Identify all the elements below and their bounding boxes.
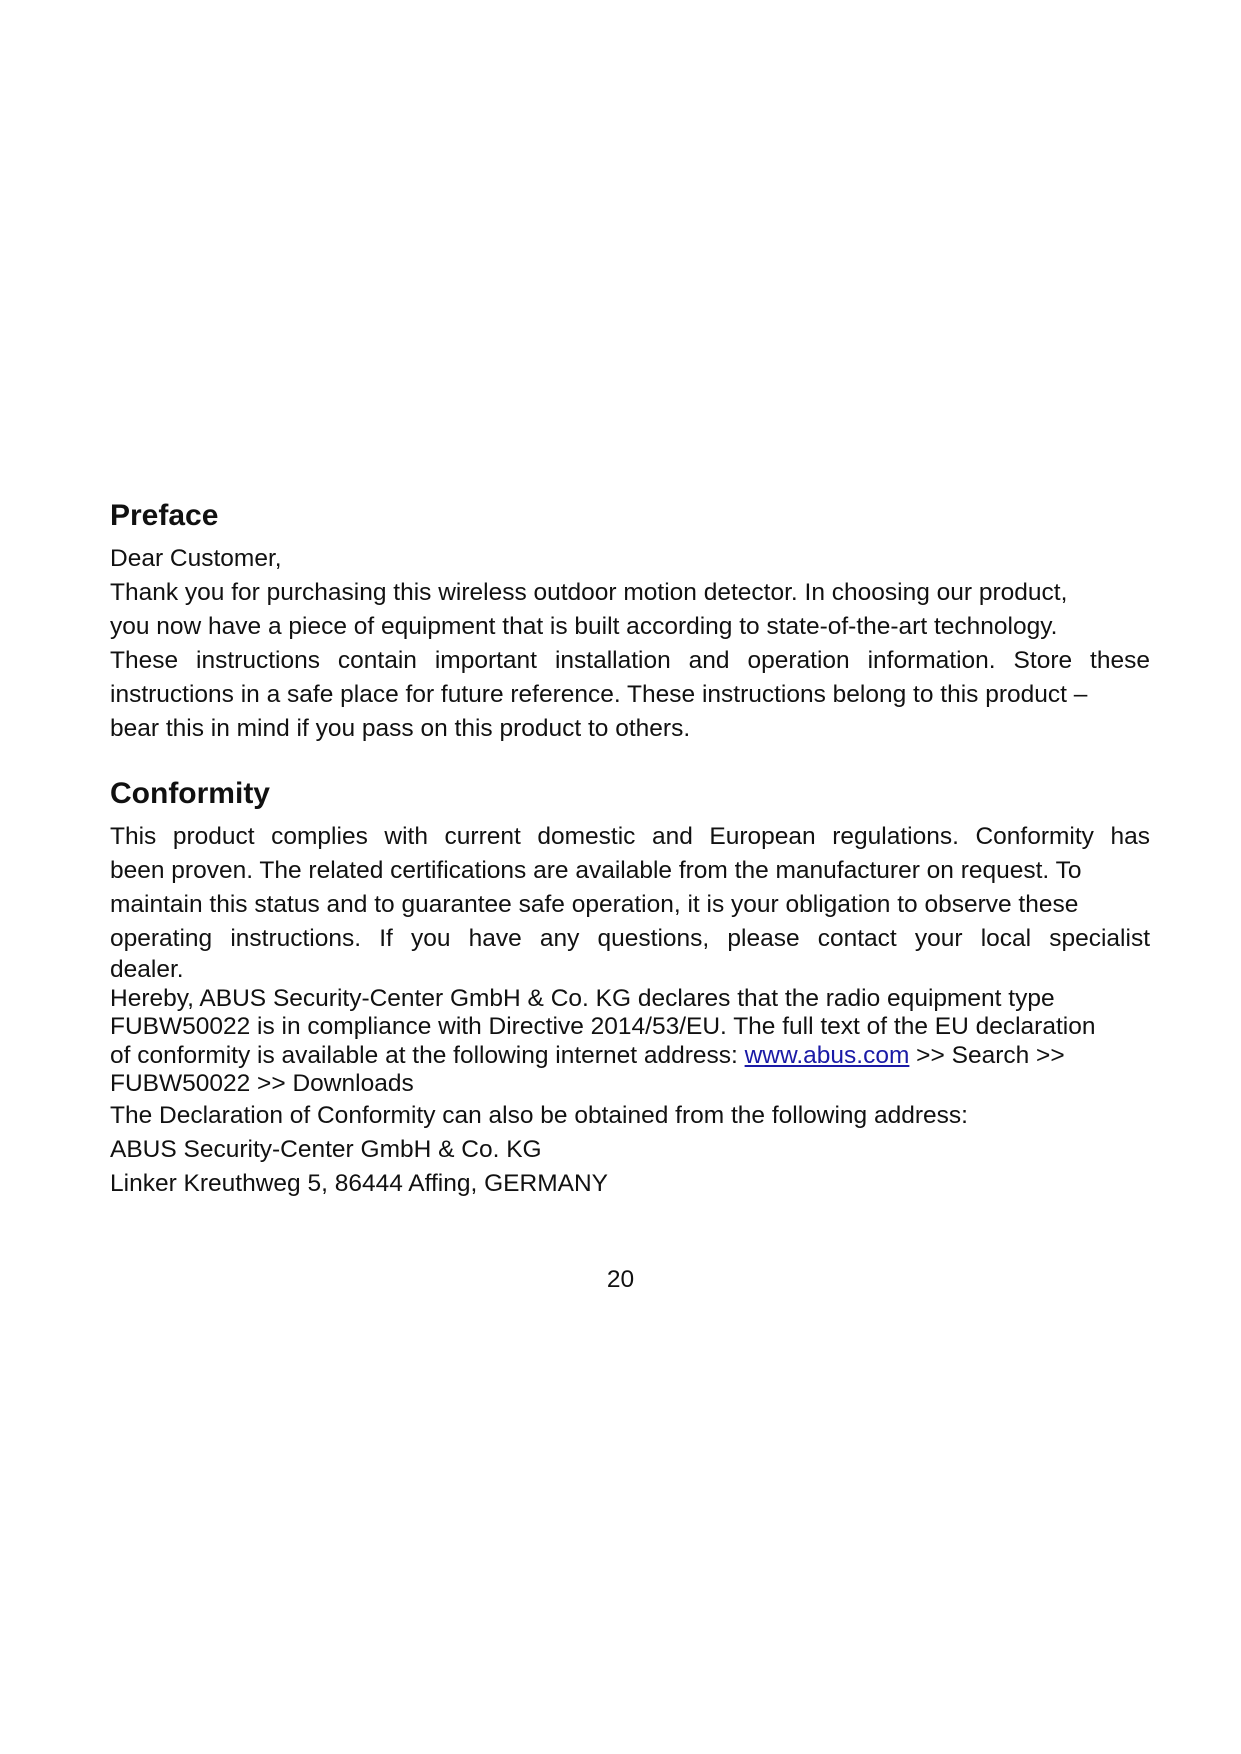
preface-line: you now have a piece of equipment that is built according to state-of-the-art technology. xyxy=(110,613,1058,640)
preface-greeting: Dear Customer, xyxy=(110,545,282,572)
conformity-line: operating instructions. If you have any questions, please contact your local specialist xyxy=(110,925,1150,952)
preface-line: bear this in mind if you pass on this product to others. xyxy=(110,715,691,742)
preface-line: Thank you for purchasing this wireless outdoor motion detector. In choosing our product, xyxy=(110,579,1068,606)
preface-line: instructions in a safe place for future reference. These instructions belong to this product – xyxy=(110,681,1088,708)
declaration-line: Hereby, ABUS Security-Center GmbH & Co. KG declares that the radio equipment type xyxy=(110,984,1055,1012)
address-street: Linker Kreuthweg 5, 86444 Affing, GERMANY xyxy=(110,1169,608,1197)
declaration-text: >> Search >> xyxy=(909,1041,1065,1069)
address-intro: The Declaration of Conformity can also be obtained from the following address: xyxy=(110,1101,968,1129)
address-company: ABUS Security-Center GmbH & Co. KG xyxy=(110,1135,542,1163)
conformity-line: dealer. xyxy=(110,956,184,983)
preface-line: These instructions contain important installation and operation information. Store these xyxy=(110,647,1150,674)
conformity-line: This product complies with current domestic and European regulations. Conformity has xyxy=(110,823,1150,850)
declaration-line: FUBW50022 is in compliance with Directive 2014/53/EU. The full text of the EU declaration xyxy=(110,1013,1096,1040)
page-number: 20 xyxy=(606,1266,635,1293)
conformity-line: been proven. The related certifications are available from the manufacturer on request. To xyxy=(110,857,1082,884)
conformity-heading: Conformity xyxy=(110,777,270,810)
page-content xyxy=(110,496,1150,1201)
declaration-line: FUBW50022 >> Downloads xyxy=(110,1070,414,1097)
declaration-line-with-link xyxy=(110,1042,1150,1071)
declaration-text: of conformity is available at the following internet address: xyxy=(110,1041,745,1069)
preface-heading: Preface xyxy=(110,499,219,532)
conformity-line: maintain this status and to guarantee safe operation, it is your obligation to observe these xyxy=(110,891,1079,918)
abus-website-link[interactable]: www.abus.com xyxy=(744,1041,910,1069)
section-spacer xyxy=(110,746,1150,774)
